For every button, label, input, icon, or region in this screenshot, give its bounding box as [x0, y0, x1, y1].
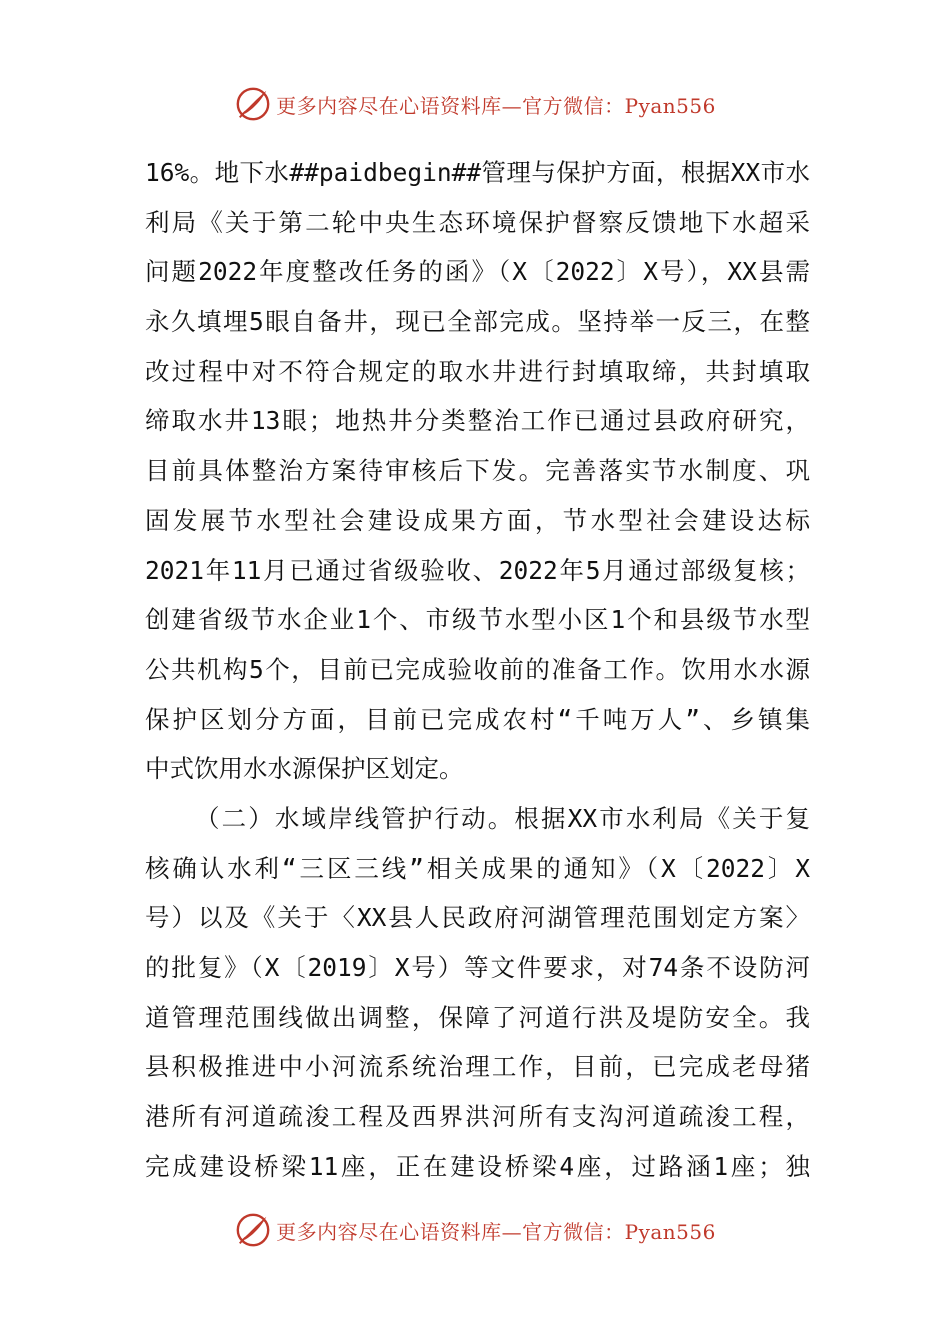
pen-quill-logo-icon: [234, 85, 272, 123]
text-line: 港所有河道疏浚工程及西界洪河所有支沟河道疏浚工程，: [145, 1102, 810, 1132]
document-body: [145, 148, 810, 1191]
paragraph-1: [145, 148, 810, 794]
text-line: 16%。地下水##paidbegin##管理与保护方面，根据XX市水: [145, 158, 810, 187]
text-line: 目前具体整治方案待审核后下发。完善落实节水制度、巩: [145, 456, 810, 486]
text-line: 的批复》（X〔2019〕X号）等文件要求，对74条不设防河: [145, 953, 810, 982]
text-line: 创建省级节水企业1个、市级节水型小区1个和县级节水型: [145, 605, 810, 635]
footer-watermark: [0, 1210, 950, 1250]
text-line: 利局《关于第二轮中央生态环境保护督察反馈地下水超采: [145, 207, 810, 237]
pen-quill-logo-icon: [234, 1211, 272, 1249]
watermark-text: 更多内容尽在心语资料库—官方微信：Pyan556: [276, 1219, 716, 1244]
text-line: 缔取水井13眼；地热井分类整治工作已通过县政府研究，: [145, 406, 810, 436]
watermark-text: 更多内容尽在心语资料库—官方微信：Pyan556: [276, 93, 716, 118]
header-watermark: [0, 84, 950, 124]
text-line: 永久填埋5眼自备井，现已全部完成。坚持举一反三，在整: [145, 307, 810, 337]
text-line: 道管理范围线做出调整，保障了河道行洪及堤防安全。我: [145, 1002, 810, 1032]
text-line: 中式饮用水水源保护区划定。: [145, 754, 464, 784]
text-line: 2021年11月已通过省级验收、2022年5月通过部级复核；: [145, 555, 810, 585]
text-line: 保护区划分方面，目前已完成农村“千吨万人”、乡镇集: [145, 704, 810, 734]
text-line: 固发展节水型社会建设成果方面，节水型社会建设达标: [145, 505, 810, 535]
text-line: 县积极推进中小河流系统治理工作，目前，已完成老母猪: [145, 1052, 810, 1082]
text-line: 问题2022年度整改任务的函》（X〔2022〕X号），XX县需: [145, 257, 810, 287]
text-line: 改过程中对不符合规定的取水井进行封填取缔，共封填取: [145, 356, 810, 386]
text-line: 核确认水利“三区三线”相关成果的通知》（X〔2022〕X: [145, 853, 810, 883]
paragraph-2: [145, 794, 810, 1192]
text-line: （二）水域岸线管护行动。根据XX市水利局《关于复: [195, 803, 810, 833]
text-line: 公共机构5个，目前已完成验收前的准备工作。饮用水水源: [145, 654, 810, 684]
text-line: 完成建设桥梁11座，正在建设桥梁4座，过路涵1座；独: [145, 1151, 810, 1181]
text-line: 号）以及《关于〈XX县人民政府河湖管理范围划定方案〉: [145, 903, 810, 933]
